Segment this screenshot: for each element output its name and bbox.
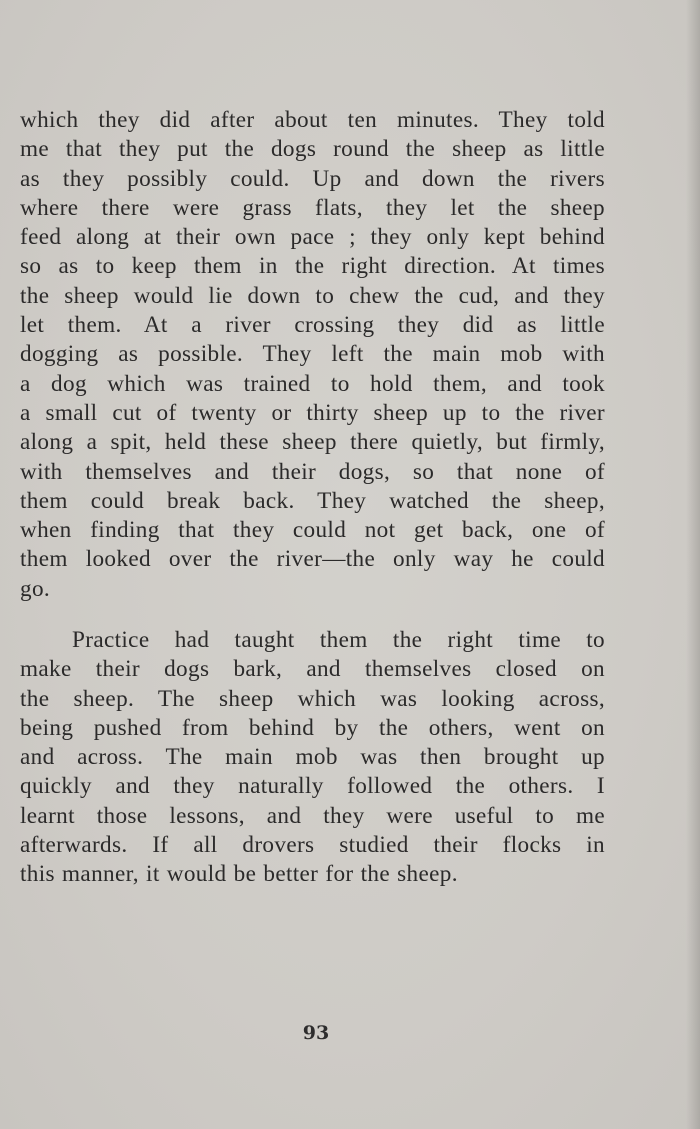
text-line: let them. At a river crossing they did as little — [20, 312, 605, 339]
text-line: where there were grass flats, they let the sheep — [20, 194, 605, 221]
text-line: me that they put the dogs round the sheep as little — [20, 136, 605, 163]
text-line: the sheep would lie down to chew the cud, and they — [20, 282, 605, 309]
text-line: go. — [20, 575, 51, 602]
text-line: when finding that they could not get back, one of — [20, 517, 605, 544]
text-line: dogging as possible. They left the main mob with — [20, 341, 605, 368]
text-line: as they possibly could. Up and down the rivers — [20, 165, 605, 192]
page-edge-shadow — [686, 0, 700, 1129]
text-line: Practice had taught them the right time to — [72, 627, 605, 653]
text-line: the sheep. The sheep which was looking across, — [20, 685, 605, 712]
text-line: with themselves and their dogs, so that none of — [20, 458, 605, 485]
text-line: being pushed from behind by the others, went on — [20, 714, 605, 741]
text-line: quickly and they naturally followed the others. I — [20, 773, 605, 800]
text-line: them looked over the river—the only way he could — [20, 546, 605, 573]
text-line: a small cut of twenty or thirty sheep up to the river — [20, 399, 605, 426]
text-line: a dog which was trained to hold them, and took — [20, 370, 605, 397]
text-line: them could break back. They watched the sheep, — [20, 487, 605, 514]
text-line: make their dogs bark, and themselves closed on — [20, 656, 605, 683]
text-line: this manner, it would be better for the sheep. — [20, 861, 458, 888]
text-line: learnt those lessons, and they were useful to me — [20, 802, 605, 829]
text-line: feed along at their own pace ; they only kept behind — [20, 224, 605, 251]
text-line: afterwards. If all drovers studied their flocks in — [20, 832, 605, 859]
page-number: 93 — [302, 1022, 330, 1044]
text-line: so as to keep them in the right direction. At times — [20, 253, 605, 280]
text-line: which they did after about ten minutes. They told — [20, 107, 605, 133]
paragraph-1 — [20, 106, 605, 604]
paragraph-2 — [20, 626, 605, 890]
text-line: and across. The main mob was then brought up — [20, 744, 605, 771]
text-line: along a spit, held these sheep there quietly, but firmly, — [20, 429, 605, 456]
